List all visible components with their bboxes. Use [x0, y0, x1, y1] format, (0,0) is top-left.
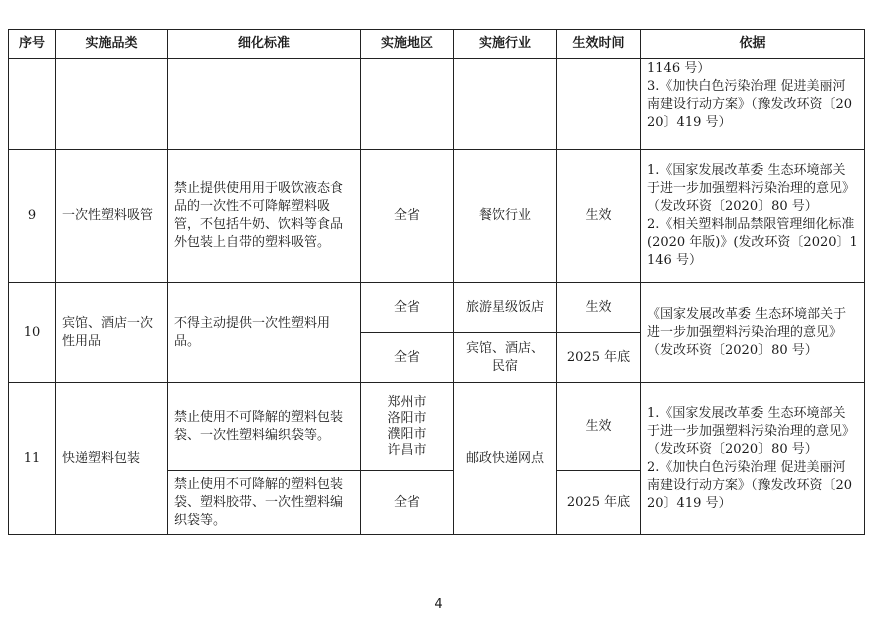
row9-industry: 餐饮行业 [454, 150, 557, 283]
row11-region-city: 洛阳市 [387, 410, 427, 426]
row11-effective-1: 生效 [557, 383, 641, 471]
row10-category: 宾馆、酒店一次性用品 [56, 283, 168, 383]
policy-table [8, 29, 865, 535]
row11-industry: 邮政快递网点 [454, 383, 557, 535]
header-effective: 生效时间 [557, 30, 641, 59]
header-no: 序号 [9, 30, 56, 59]
row11-effective-2: 2025 年底 [557, 471, 641, 535]
cont-basis-cell: 1146 号） 3.《加快白色污染治理 促进美丽河南建设行动方案》（豫发改环资〔2020〕419 号） [641, 59, 865, 150]
header-region: 实施地区 [361, 30, 454, 59]
row10-basis: 《国家发展改革委 生态环境部关于进一步加强塑料污染治理的意见》（发改环资〔2020〕80 号） [641, 283, 865, 383]
row10-no: 10 [9, 283, 56, 383]
table-row-9 [9, 150, 865, 283]
row10-standard: 不得主动提供一次性塑料用品。 [168, 283, 361, 383]
table-row-10a [9, 283, 865, 333]
row9-standard: 禁止提供使用用于吸饮液态食品的一次性不可降解塑料吸管，不包括牛奶、饮料等食品外包装上自带的塑料吸管。 [168, 150, 361, 283]
row11-region-2: 全省 [361, 471, 454, 535]
header-industry: 实施行业 [454, 30, 557, 59]
header-row [9, 30, 865, 59]
header-category: 实施品类 [56, 30, 168, 59]
row11-standard-2: 禁止使用不可降解的塑料包装袋、塑料胶带、一次性塑料编织袋等。 [168, 471, 361, 535]
row11-region-city: 许昌市 [387, 442, 427, 458]
row10-region-2: 全省 [361, 333, 454, 383]
row10-industry-1: 旅游星级饭店 [454, 283, 557, 333]
cont-effective-cell [557, 59, 641, 150]
row11-no: 11 [9, 383, 56, 535]
row10-effective-2: 2025 年底 [557, 333, 641, 383]
header-standard: 细化标准 [168, 30, 361, 59]
cont-category-cell [56, 59, 168, 150]
row11-region-city: 濮阳市 [387, 426, 427, 442]
header-basis: 依据 [641, 30, 865, 59]
continuation-row [9, 59, 865, 150]
row10-region-1: 全省 [361, 283, 454, 333]
row9-effective: 生效 [557, 150, 641, 283]
row11-standard-1: 禁止使用不可降解的塑料包装袋、一次性塑料编织袋等。 [168, 383, 361, 471]
cont-no-cell [9, 59, 56, 150]
row9-basis: 1.《国家发展改革委 生态环境部关于进一步加强塑料污染治理的意见》（发改环资〔2020〕80 号） 2.《相关塑料制品禁限管理细化标准(2020 年版)》(发改环资〔2020〕1146 号） [641, 150, 865, 283]
row11-regions-1 [361, 383, 454, 471]
row11-category: 快递塑料包装 [56, 383, 168, 535]
page-number: 4 [434, 597, 443, 612]
row10-industry-2: 宾馆、酒店、民宿 [454, 333, 557, 383]
row10-effective-1: 生效 [557, 283, 641, 333]
cont-industry-cell [454, 59, 557, 150]
row11-basis: 1.《国家发展改革委 生态环境部关于进一步加强塑料污染治理的意见》（发改环资〔2020〕80 号） 2.《加快白色污染治理 促进美丽河南建设行动方案》（豫发改环资〔2020〕419 号） [641, 383, 865, 535]
row9-category: 一次性塑料吸管 [56, 150, 168, 283]
cont-standard-cell [168, 59, 361, 150]
table-row-11a [9, 383, 865, 471]
cont-region-cell [361, 59, 454, 150]
row11-region-city: 郑州市 [387, 394, 427, 410]
row9-region: 全省 [361, 150, 454, 283]
row9-no: 9 [9, 150, 56, 283]
